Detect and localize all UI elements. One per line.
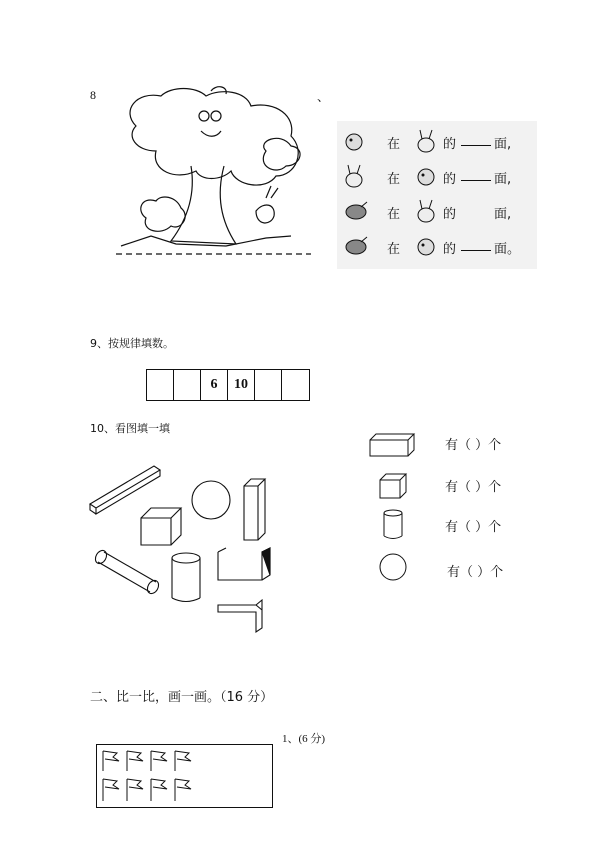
flag-icon <box>151 779 167 801</box>
number-pattern-row <box>146 369 310 401</box>
answer-blank[interactable] <box>461 238 491 251</box>
sentence-row-1: 在 的 面, <box>337 127 537 157</box>
stray-mark: 、 <box>317 90 330 104</box>
count-cuboid[interactable]: 有（ ）个 <box>445 438 502 453</box>
squirrel-icon <box>343 236 369 256</box>
number-cell[interactable] <box>255 370 282 400</box>
flag-icon <box>175 751 191 771</box>
tree-illustration <box>116 86 311 261</box>
solids-illustration <box>86 460 286 635</box>
number-cell[interactable] <box>174 370 201 400</box>
count-cube[interactable]: 有（ ）个 <box>445 480 502 495</box>
flat-cuboid-shape <box>90 466 160 514</box>
cylinder-icon <box>380 508 406 542</box>
flat-cuboid-icon <box>368 432 418 458</box>
sentence-row-4: 在 的 面。 <box>337 232 537 262</box>
rabbit-icon <box>343 164 365 188</box>
chick-icon <box>415 166 437 186</box>
flag-icon <box>175 779 191 801</box>
section-2-sub: 1、(6 分) <box>282 733 326 745</box>
sentence-row-2: 在 的 面, <box>337 162 537 192</box>
flags-box <box>96 744 273 808</box>
question-10-title: 10、看图填一填 <box>90 422 170 435</box>
question-number-8: 8 <box>90 88 96 102</box>
standing-cylinder-shape <box>172 553 200 563</box>
flag-icon <box>127 751 143 771</box>
number-cell: 6 <box>201 370 228 400</box>
cube-shape <box>141 508 181 545</box>
sphere-shape <box>192 481 230 519</box>
chick-icon <box>343 131 365 151</box>
sphere-icon <box>378 552 408 582</box>
sentence-row-3: 在 的 面, <box>337 197 537 227</box>
count-sphere[interactable]: 有（ ）个 <box>447 565 504 580</box>
number-cell[interactable] <box>147 370 174 400</box>
count-cylinder[interactable]: 有（ ）个 <box>445 520 502 535</box>
section-2-title: 二、比一比，画一画。（16 分） <box>90 690 274 705</box>
chick-icon <box>415 236 437 256</box>
flags-illustration <box>97 745 272 807</box>
flag-icon <box>127 779 143 801</box>
flag-icon <box>103 779 119 801</box>
lying-cylinder-shape <box>98 552 156 592</box>
question-9-title: 9、按规律填数。 <box>90 337 174 350</box>
answer-blank[interactable] <box>461 133 491 146</box>
rabbit-icon <box>415 199 437 223</box>
answer-blank[interactable] <box>461 168 491 181</box>
squirrel-icon <box>343 201 369 221</box>
number-cell: 10 <box>228 370 255 400</box>
tall-cuboid-shape <box>244 479 265 540</box>
number-cell[interactable] <box>282 370 309 400</box>
flag-icon <box>151 751 167 771</box>
cube-icon <box>378 472 410 500</box>
flag-icon <box>103 751 119 771</box>
flat-l-shape <box>218 600 262 632</box>
rabbit-icon <box>415 129 437 153</box>
position-sentences-panel <box>337 121 537 269</box>
